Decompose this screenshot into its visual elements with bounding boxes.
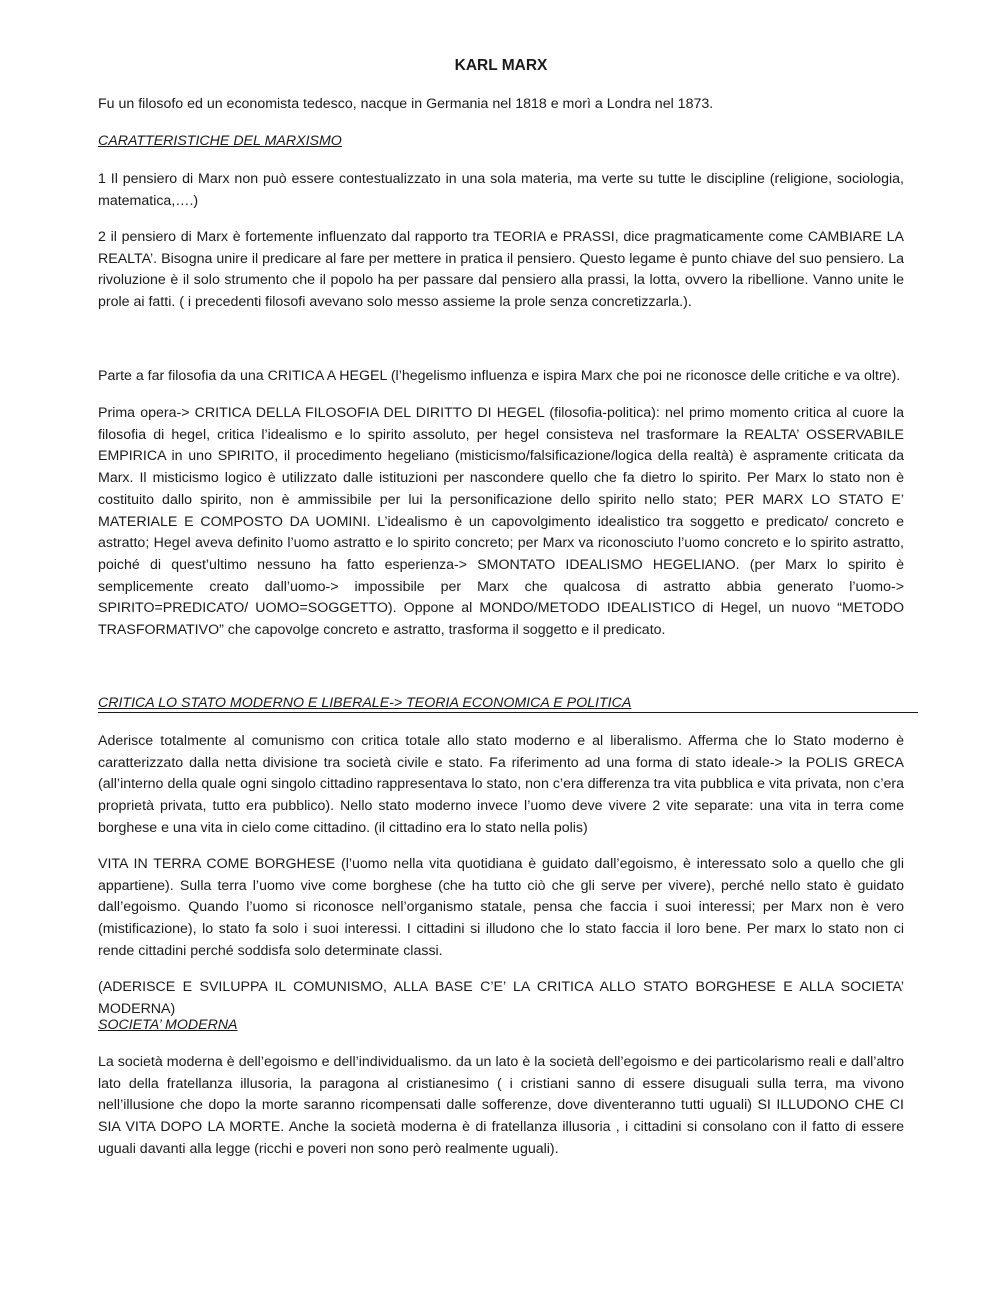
section-heading-societa-moderna: SOCIETA’ MODERNA [98,1017,238,1033]
paragraph-point-1: 1 Il pensiero di Marx non può essere contestualizzato in una sola materia, ma verte su tutte le discipline (religione, sociologia, matematica,….) [98,171,904,209]
page-title: KARL MARX [454,57,548,74]
paragraph-point-2: 2 il pensiero di Marx è fortemente influenzato dal rapporto tra TEORIA e PRASSI, dice pragmaticamente come CAMBIARE LA REALTA’. Bisogna unire il predicare al fare per mettere in pratica il pensiero. Questo legame è punto chiave del suo pensiero. La rivoluzione è il solo strumento che il popolo ha per passare dal pensiero alla prassi, la lotta, ovvero la ribellione. Vanno unite le prole ai fatti. ( i precedenti filosofi avevano solo messo assieme la prole senza concretizzarla.). [98,229,904,311]
section-heading-stato-moderno [98,694,918,713]
paragraph-vita-in-terra: VITA IN TERRA COME BORGHESE (l’uomo nella vita quotidiana è guidato dall’egoismo, è interessato solo a quello che gli appartiene). Sulla terra l’uomo vive come borghese (che ha tutto ciò che gli serve per vivere), perché nello stato è guidato dall’egoismo. Quando l’uomo si riconosce nell’organismo statale, pensa che faccia i suoi interessi; per Marx non è vero (mistificazione), lo stato fa solo i suoi interessi. I cittadini si illudono che lo stato faccia il loro bene. Per marx lo stato non ci rende cittadini perché soddisfa solo determinate classi. [98,856,904,959]
section-heading-stato-moderno-text: CRITICA LO STATO MODERNO E LIBERALE-> TEORIA ECONOMICA E POLITICA [98,695,632,711]
paragraph-comunismo-note: (ADERISCE E SVILUPPA IL COMUNISMO, ALLA BASE C’E’ LA CRITICA ALLO STATO BORGHESE E ALLA SOCIETA’ MODERNA) [98,979,904,1017]
paragraph-hegel-intro: Parte a far filosofia da una CRITICA A HEGEL (l’hegelismo influenza e ispira Marx che poi ne riconosce delle critiche e va oltre). [98,368,901,384]
paragraph-stato-moderno: Aderisce totalmente al comunismo con critica totale allo stato moderno e al liberalismo. Afferma che lo Stato moderno è caratterizzato dalla netta divisione tra società civile e stato. Fa riferimento ad una forma di stato ideale-> la POLIS GRECA (all’interno della quale ogni singolo cittadino rappresentava lo stato, non c’era differenza tra vita pubblica e vita privata, non c’era proprietà privata, tutto era pubblico). Nello stato moderno invece l’uomo deve vivere 2 vite separate: una vita in terra come borghese e una vita in cielo come cittadino. (il cittadino era lo stato nella polis) [98,733,904,836]
paragraph-societa-moderna: La società moderna è dell’egoismo e dell’individualismo. da un lato è la società dell’egoismo e dei particolarismo reali e dall’altro lato della fratellanza illusoria, la paragona al cristianesimo ( i cristiani sanno di essere disuguali sulla terra, ma vivono nell’illusione che dopo la morte saranno ricompensati dalle sofferenze, dove diventeranno tutti uguali) SI ILLUDONO CHE CI SIA VITA DOPO LA MORTE. Anche la società moderna è di fratellanza illusoria , i cittadini si consolano con il fatto di essere uguali davanti alla legge (ricchi e poveri non sono però realmente uguali). [98,1054,904,1157]
intro-paragraph: Fu un filosofo ed un economista tedesco, nacque in Germania nel 1818 e morì a Londra nel 1873. [98,96,714,112]
paragraph-hegel-critique: Prima opera-> CRITICA DELLA FILOSOFIA DEL DIRITTO DI HEGEL (filosofia-politica): nel primo momento critica al cuore la filosofia di hegel, critica l’idealismo e lo spirito assoluto, per hegel consisteva nel trasformare la REALTA’ OSSERVABILE EMPIRICA in uno SPIRITO, il procedimento hegeliano (misticismo/falsificazione/logica della realtà) è aspramente criticata da Marx. Il misticismo logico è utilizzato dalle istituzioni per nascondere quello che fa dietro lo spirito. Per Marx lo stato non è costituito dallo spirito, non è ammissibile per lui la personificazione dello spirito nello stato; PER MARX LO STATO E’ MATERIALE E COMPOSTO DA UOMINI. L’idealismo è un capovolgimento idealistico tra soggetto e predicato/ concreto e astratto; Hegel aveva definito l’uomo astratto e lo spirito concreto; per Marx va riconosciuto l’uomo concreto e lo spirito astratto, poiché di quest’ultimo nessuno ha fatto esperienza-> SMONTATO IDEALISMO HEGELIANO. (per Marx lo spirito è semplicemente creato dall’uomo-> impossibile per Marx che qualcosa di astratto abbia generato l’uomo-> SPIRITO=PREDICATO/ UOMO=SOGGETTO). Oppone al MONDO/METODO IDEALISTICO di Hegel, un nuovo “METODO TRASFORMATIVO” che capovolge concreto e astratto, trasforma il soggetto e il predicato. [98,405,904,639]
section-heading-caratteristiche: CARATTERISTICHE DEL MARXISMO [98,133,342,149]
